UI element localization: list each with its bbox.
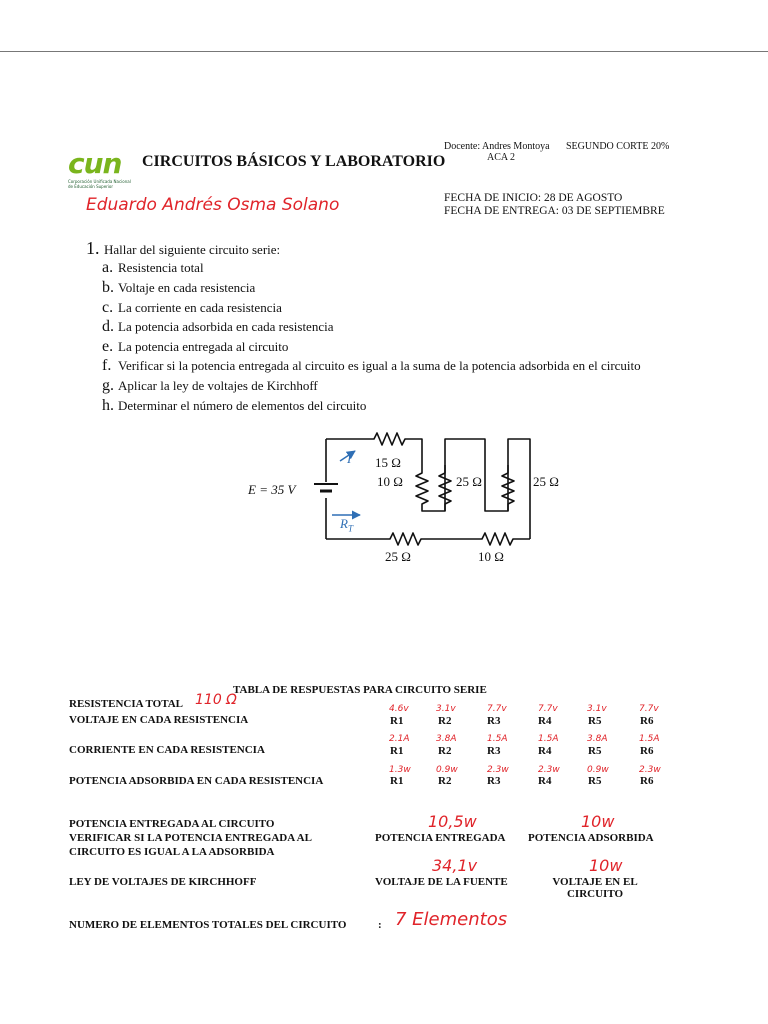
resistor-header: R6: [640, 745, 654, 757]
resistor-header: R2: [438, 745, 452, 757]
source-voltage-column: VOLTAJE DE LA FUENTE: [375, 876, 508, 888]
table-title: TABLA DE RESPUESTAS PARA CIRCUITO SERIE: [233, 684, 487, 696]
circuit-voltage-column: VOLTAJE EN EL CIRCUITO: [552, 876, 638, 900]
question-item: e. La potencia entregada al circuito: [102, 338, 289, 355]
resistor-header: R3: [487, 745, 501, 757]
resistor-25-ohm-mid: [439, 465, 451, 511]
resistor-bottom-series: [326, 533, 530, 545]
resistor-header: R5: [588, 775, 602, 787]
logo-wordmark: cun: [68, 147, 122, 180]
resistor-25-ohm-right: [502, 465, 514, 511]
question-item: g. Aplicar la ley de voltajes de Kirchhoff: [102, 377, 318, 394]
power-value: 0.9w: [436, 765, 458, 775]
delivered-label: POTENCIA ENTREGADA AL CIRCUITO: [69, 818, 275, 830]
current-value: 1.5A: [639, 734, 660, 744]
r-left-label: 10 Ω: [377, 474, 403, 489]
total-resistance-label: RESISTENCIA TOTAL: [69, 698, 184, 710]
current-label: I: [347, 451, 352, 466]
resistor-header: R3: [487, 715, 501, 727]
source-voltage-value: 34,1v: [432, 856, 478, 875]
top-rule: [0, 51, 768, 52]
current-value: 1.5A: [487, 734, 508, 744]
resistor-header: R1: [390, 715, 404, 727]
voltage-label: VOLTAJE EN CADA RESISTENCIA: [69, 714, 249, 726]
r-bottom-right-label: 10 Ω: [478, 549, 504, 564]
delivered-column: POTENCIA ENTREGADA: [375, 832, 506, 844]
voltage-value: 3.1v: [587, 704, 607, 714]
resistor-header: R2: [438, 775, 452, 787]
current-value: 3.8A: [436, 734, 457, 744]
question-prompt: Hallar del siguiente circuito serie:: [104, 242, 281, 257]
due-date: FECHA DE ENTREGA: 03 DE SEPTIEMBRE: [444, 205, 665, 217]
question-item: h. Determinar el número de elementos del circuito: [102, 397, 367, 414]
question-item: b. Voltaje en cada resistencia: [102, 279, 256, 296]
kirchhoff-label: LEY DE VOLTAJES DE KIRCHHOFF: [69, 876, 257, 888]
resistor-header: R4: [538, 745, 552, 757]
voltage-value: 3.1v: [436, 704, 456, 714]
power-value: 0.9w: [587, 765, 609, 775]
aca-label: ACA 2: [487, 152, 516, 163]
resistor-header: R5: [588, 745, 602, 757]
voltage-value: 7.7v: [487, 704, 507, 714]
student-name-handwritten: Eduardo Andrés Osma Solano: [86, 195, 340, 215]
wire: [485, 439, 530, 511]
r-bottom-left-label: 25 Ω: [385, 549, 411, 564]
resistor-header: R6: [640, 715, 654, 727]
verify-label-1: VERIFICAR SI LA POTENCIA ENTREGADA AL: [69, 832, 312, 844]
elements-label: NUMERO DE ELEMENTOS TOTALES DEL CIRCUITO: [69, 919, 347, 931]
r-right-label: 25 Ω: [533, 474, 559, 489]
current-value: 2.1A: [389, 734, 410, 744]
delivered-value: 10,5w: [428, 812, 477, 831]
verify-label-2: CIRCUITO ES IGUAL A LA ADSORBIDA: [69, 846, 275, 858]
resistor-header: R5: [588, 715, 602, 727]
question-item: f. Verificar si la potencia entregada al circuito es igual a la suma de la potencia adsorbida en el circuito: [102, 357, 641, 374]
current-row-label: CORRIENTE EN CADA RESISTENCIA: [69, 744, 265, 756]
resistor-header: R1: [390, 775, 404, 787]
logo-caption-1: Corporación Unificada Nacional: [68, 179, 131, 184]
current-value: 1.5A: [538, 734, 559, 744]
question-number: 1.: [86, 238, 100, 258]
page-title: CIRCUITOS BÁSICOS Y LABORATORIO: [142, 153, 446, 170]
teacher-label: Docente: Andres Montoya: [444, 141, 550, 152]
absorbed-column: POTENCIA ADSORBIDA: [528, 832, 654, 844]
resistor-header: R4: [538, 775, 552, 787]
question-item: d. La potencia adsorbida en cada resistencia: [102, 318, 334, 335]
resistor-header: R6: [640, 775, 654, 787]
circuit-voltage-value: 10w: [589, 856, 623, 875]
elements-colon: :: [378, 919, 382, 931]
resistor-header: R2: [438, 715, 452, 727]
r-top-label: 15 Ω: [375, 455, 401, 470]
power-value: 2.3w: [639, 765, 661, 775]
question-item: c. La corriente en cada resistencia: [102, 299, 282, 316]
resistor-header: R4: [538, 715, 552, 727]
voltage-value: 4.6v: [389, 704, 409, 714]
absorbed-value: 10w: [581, 812, 615, 831]
current-value: 3.8A: [587, 734, 608, 744]
power-row-label: POTENCIA ADSORBIDA EN CADA RESISTENCIA: [69, 775, 324, 787]
start-date: FECHA DE INICIO: 28 DE AGOSTO: [444, 192, 623, 204]
resistor-header: R3: [487, 775, 501, 787]
power-value: 1.3w: [389, 765, 411, 775]
logo-caption-2: de Educación Superior: [68, 184, 114, 189]
rt-label: $R_T$: [340, 516, 353, 534]
resistor-header: R1: [390, 745, 404, 757]
term-label: SEGUNDO CORTE 20%: [566, 141, 670, 152]
elements-value: 7 Elementos: [395, 909, 508, 930]
question-item: a. Resistencia total: [102, 259, 204, 276]
source-voltage-label: E = 35 V: [248, 482, 296, 497]
voltage-value: 7.7v: [639, 704, 659, 714]
power-value: 2.3w: [487, 765, 509, 775]
power-value: 2.3w: [538, 765, 560, 775]
total-resistance-value: 110 Ω: [195, 692, 237, 708]
voltage-value: 7.7v: [538, 704, 558, 714]
cun-logo: [68, 147, 140, 190]
r-mid-label: 25 Ω: [456, 474, 482, 489]
